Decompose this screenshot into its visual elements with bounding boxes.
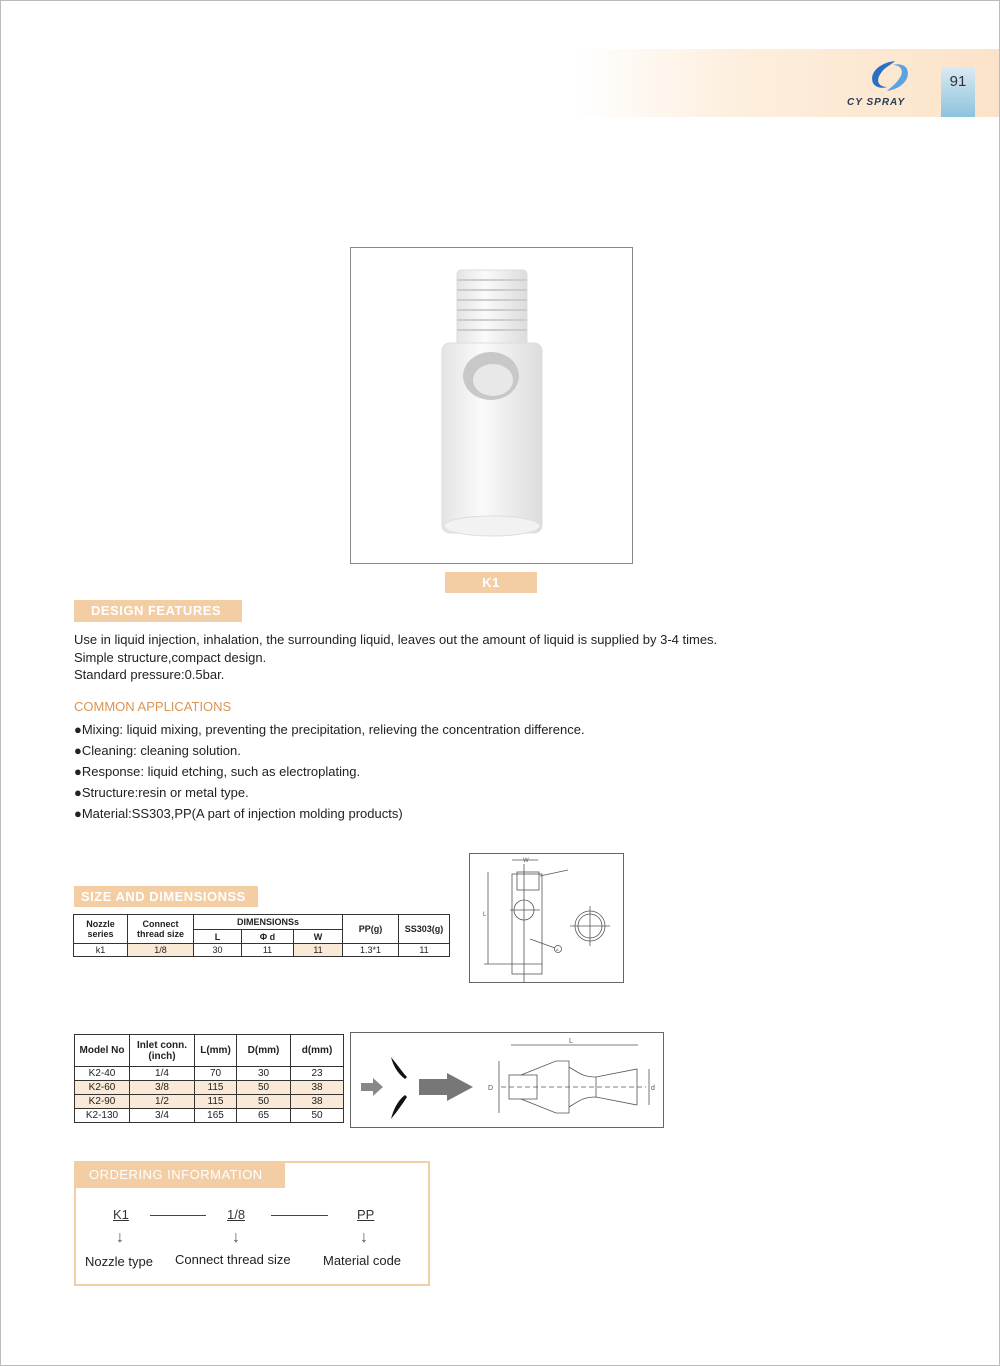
arrow-down-icon: ↓ bbox=[360, 1229, 368, 1246]
design-features-text bbox=[74, 631, 717, 684]
cell: 38 bbox=[291, 1081, 344, 1095]
dim-label: A bbox=[556, 947, 559, 952]
header-band bbox=[573, 49, 999, 117]
label-nozzle-type: Nozzle type bbox=[85, 1254, 153, 1269]
dim-label: W bbox=[523, 858, 529, 864]
label-thread-size: Connect thread size bbox=[175, 1252, 291, 1267]
cell: 65 bbox=[237, 1109, 291, 1123]
header-cell: W bbox=[294, 930, 343, 944]
header-cell: L(mm) bbox=[195, 1035, 237, 1067]
dim-label: D bbox=[488, 1085, 494, 1092]
applications-list bbox=[74, 719, 585, 824]
header-cell: Connect thread size bbox=[128, 915, 194, 944]
k2-flow-drawing bbox=[350, 1032, 664, 1128]
header-cell: Φ d bbox=[242, 930, 294, 944]
list-item: ●Material:SS303,PP(A part of injection molding products) bbox=[74, 806, 403, 821]
cell: 1/2 bbox=[130, 1095, 195, 1109]
nozzle-image bbox=[351, 248, 632, 563]
size-table bbox=[73, 914, 450, 957]
header-cell: d(mm) bbox=[291, 1035, 344, 1067]
cell: 115 bbox=[195, 1095, 237, 1109]
cell: K2-90 bbox=[75, 1095, 130, 1109]
header-cell: PP(g) bbox=[343, 915, 399, 944]
table-row bbox=[74, 944, 450, 957]
list-item: ●Mixing: liquid mixing, preventing the precipitation, relieving the concentration difference. bbox=[74, 722, 585, 737]
small-arrow-icon bbox=[361, 1078, 383, 1096]
code-thread-size: 1/8 bbox=[227, 1207, 246, 1222]
list-item: ●Structure:resin or metal type. bbox=[74, 785, 249, 800]
header-cell: Nozzle series bbox=[74, 915, 128, 944]
feature-line: Simple structure,compact design. bbox=[74, 649, 267, 665]
dim-label: d bbox=[651, 1085, 655, 1092]
cell: 11 bbox=[399, 944, 450, 957]
cell: K2-40 bbox=[75, 1067, 130, 1081]
divider bbox=[271, 1215, 328, 1216]
cell: 70 bbox=[195, 1067, 237, 1081]
cell: 11 bbox=[294, 944, 343, 957]
cell: 1/8 bbox=[128, 944, 194, 957]
dim-label: L bbox=[483, 912, 487, 918]
design-features-heading: DESIGN FEATURES bbox=[74, 600, 242, 622]
code-material: PP bbox=[357, 1207, 375, 1222]
header-cell: DIMENSIONSs bbox=[194, 915, 343, 930]
page-number: 91 bbox=[941, 67, 975, 117]
cell: 1.3*1 bbox=[343, 944, 399, 957]
cell: K2-60 bbox=[75, 1081, 130, 1095]
divider bbox=[150, 1215, 206, 1216]
table-row bbox=[75, 1109, 344, 1123]
cell: K2-130 bbox=[75, 1109, 130, 1123]
cell: 30 bbox=[237, 1067, 291, 1081]
table-row bbox=[75, 1095, 344, 1109]
dim-label: L bbox=[569, 1038, 573, 1045]
product-caption: K1 bbox=[445, 572, 537, 593]
cell: 1/4 bbox=[130, 1067, 195, 1081]
cell: 3/4 bbox=[130, 1109, 195, 1123]
feature-line: Standard pressure:0.5bar. bbox=[74, 667, 225, 682]
product-photo bbox=[350, 247, 633, 564]
cell: 3/8 bbox=[130, 1081, 195, 1095]
table-header-row bbox=[75, 1035, 344, 1067]
code-nozzle-type: K1 bbox=[113, 1207, 129, 1222]
cell: 11 bbox=[242, 944, 294, 957]
large-arrow-icon bbox=[419, 1073, 473, 1101]
feature-line: Use in liquid injection, inhalation, the surrounding liquid, leaves out the amount of liquid is supplied by 3-4 times. bbox=[74, 632, 718, 647]
header-cell: D(mm) bbox=[237, 1035, 291, 1067]
header-cell: Inlet conn.(inch) bbox=[130, 1035, 195, 1067]
header-cell: Model No bbox=[75, 1035, 130, 1067]
cell: 23 bbox=[291, 1067, 344, 1081]
table-row bbox=[75, 1081, 344, 1095]
size-dimensions-heading: SIZE AND DIMENSIONSS bbox=[74, 886, 258, 907]
cell: 50 bbox=[237, 1081, 291, 1095]
header-cell: L bbox=[194, 930, 242, 944]
k1-dimension-drawing bbox=[469, 853, 624, 983]
ordering-info-heading: ORDERING INFORMATION bbox=[74, 1161, 285, 1188]
header-cell: SS303(g) bbox=[399, 915, 450, 944]
brand-name: CY SPRAY bbox=[847, 97, 906, 108]
cell: k1 bbox=[74, 944, 128, 957]
cell: 115 bbox=[195, 1081, 237, 1095]
common-applications-heading: COMMON APPLICATIONS bbox=[74, 699, 232, 714]
arrow-down-icon: ↓ bbox=[116, 1229, 124, 1246]
list-item: ●Response: liquid etching, such as electroplating. bbox=[74, 764, 361, 779]
arrow-down-icon: ↓ bbox=[232, 1229, 240, 1246]
k2-table bbox=[74, 1034, 344, 1123]
cell: 50 bbox=[237, 1095, 291, 1109]
list-item: ●Cleaning: cleaning solution. bbox=[74, 743, 241, 758]
cell: 38 bbox=[291, 1095, 344, 1109]
cell: 30 bbox=[194, 944, 242, 957]
cell: 165 bbox=[195, 1109, 237, 1123]
cell: 50 bbox=[291, 1109, 344, 1123]
cy-spray-logo-icon bbox=[865, 57, 915, 95]
table-row bbox=[75, 1067, 344, 1081]
label-material-code: Material code bbox=[323, 1253, 402, 1268]
